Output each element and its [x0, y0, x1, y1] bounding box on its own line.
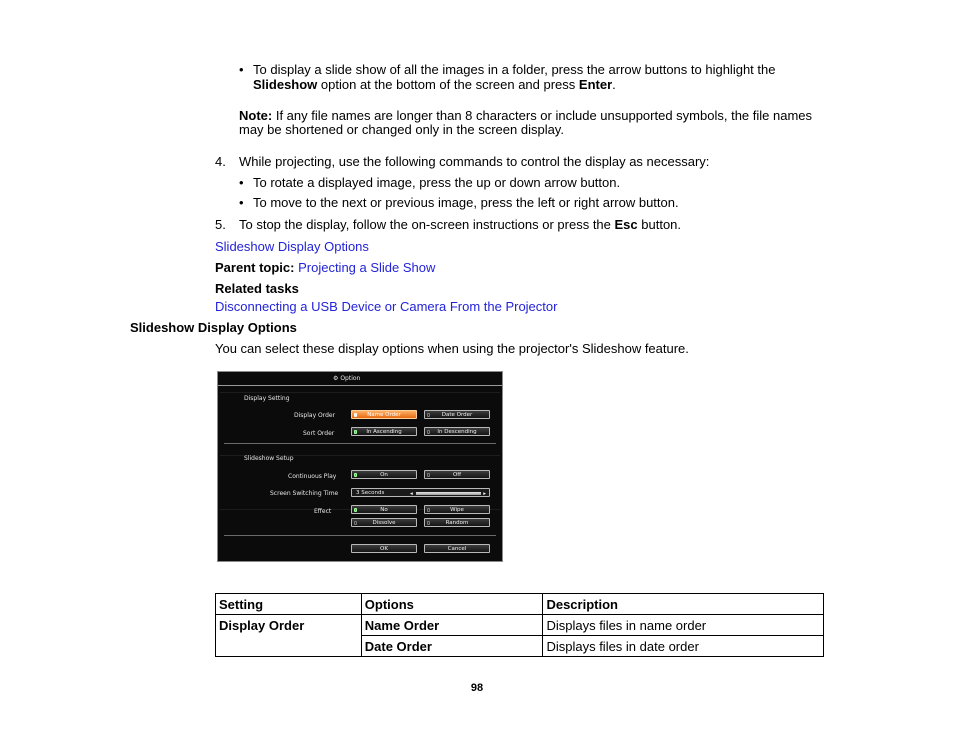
step-4-number: 4. — [215, 154, 226, 169]
note-line2: may be shortened or changed only in the screen display. — [239, 122, 564, 137]
note-line1: Note: If any file names are longer than 8 characters or include unsupported symbols, the file names — [239, 108, 813, 123]
page-number: 98 — [470, 682, 484, 694]
option-cell: Name Order — [361, 615, 543, 636]
indicator-icon — [354, 473, 357, 477]
bullet-dot: • — [239, 175, 244, 190]
section-divider — [224, 535, 496, 536]
link-slideshow-display-options[interactable]: Slideshow Display Options — [215, 239, 369, 254]
sort-order-label: Sort Order — [303, 430, 335, 437]
in-ascending-button[interactable]: In Ascending — [351, 427, 417, 436]
table-header-row — [216, 594, 824, 615]
continuous-on-button[interactable]: On — [351, 470, 417, 479]
parent-topic: Parent topic: Projecting a Slide Show — [215, 260, 436, 275]
indicator-icon — [354, 508, 357, 512]
display-setting-label: Display Setting — [244, 395, 290, 402]
arrow-left-icon: ◂ — [410, 491, 413, 497]
related-tasks-label: Related tasks — [215, 281, 299, 296]
continuous-play-label: Continuous Play — [288, 473, 337, 480]
bullet-dot: • — [239, 62, 244, 77]
in-descending-button[interactable]: In Descending — [424, 427, 490, 436]
option-title: ⚙ Option — [333, 375, 361, 382]
indicator-icon — [427, 508, 430, 512]
bullet-slideshow-line2: Slideshow option at the bottom of the screen and press Enter. — [253, 77, 616, 92]
section-heading: Slideshow Display Options — [130, 320, 297, 335]
header-options: Options — [361, 594, 543, 615]
title-divider — [218, 385, 502, 386]
setting-cell: Display Order — [216, 615, 362, 657]
cancel-button[interactable]: Cancel — [424, 544, 490, 553]
ok-button[interactable]: OK — [351, 544, 417, 553]
indicator-icon — [354, 413, 357, 417]
display-options-table — [215, 593, 824, 657]
effect-random-button[interactable]: Random — [424, 518, 490, 527]
step-5-text: To stop the display, follow the on-screen instructions or press the Esc button. — [239, 217, 682, 232]
indicator-icon — [427, 413, 430, 417]
slider-track — [416, 492, 481, 495]
section-intro: You can select these display options when using the projector's Slideshow feature. — [215, 341, 689, 356]
indicator-icon — [354, 430, 357, 434]
bullet-slideshow-line1: To display a slide show of all the images in a folder, press the arrow buttons to highlight the — [253, 62, 776, 77]
arrow-right-icon: ▸ — [483, 491, 486, 497]
date-order-button[interactable]: Date Order — [424, 410, 490, 419]
effect-wipe-button[interactable]: Wipe — [424, 505, 490, 514]
step-4-text: While projecting, use the following commands to control the display as necessary: — [239, 154, 710, 169]
step-4-bullet-move: To move to the next or previous image, press the left or right arrow button. — [253, 195, 679, 210]
indicator-icon — [427, 430, 430, 434]
effect-label: Effect — [314, 508, 332, 515]
option-menu-screenshot — [217, 371, 503, 562]
link-disconnecting-usb[interactable]: Disconnecting a USB Device or Camera From the Projector — [215, 299, 558, 314]
indicator-icon — [427, 473, 430, 477]
bg-stripe — [220, 392, 500, 393]
header-description: Description — [543, 594, 824, 615]
continuous-off-button[interactable]: Off — [424, 470, 490, 479]
display-order-label: Display Order — [294, 412, 336, 419]
section-divider — [224, 443, 496, 444]
link-projecting-slide-show[interactable]: Projecting a Slide Show — [298, 260, 436, 275]
gear-icon: ⚙ — [333, 375, 339, 382]
option-cell: Date Order — [361, 636, 543, 657]
name-order-button[interactable]: Name Order — [351, 410, 417, 419]
effect-dissolve-button[interactable]: Dissolve — [351, 518, 417, 527]
screen-switching-time-label: Screen Switching Time — [270, 490, 339, 497]
description-cell: Displays files in name order — [543, 615, 824, 636]
indicator-icon — [354, 521, 357, 525]
header-setting: Setting — [216, 594, 362, 615]
effect-no-button[interactable]: No — [351, 505, 417, 514]
bullet-dot: • — [239, 195, 244, 210]
step-5-number: 5. — [215, 217, 226, 232]
indicator-icon — [427, 521, 430, 525]
switching-time-slider[interactable]: 3 Seconds ◂ ▸ — [351, 488, 490, 497]
description-cell: Displays files in date order — [543, 636, 824, 657]
table-row — [216, 615, 824, 636]
slideshow-setup-label: Slideshow Setup — [244, 455, 294, 462]
step-4-bullet-rotate: To rotate a displayed image, press the up or down arrow button. — [253, 175, 621, 190]
